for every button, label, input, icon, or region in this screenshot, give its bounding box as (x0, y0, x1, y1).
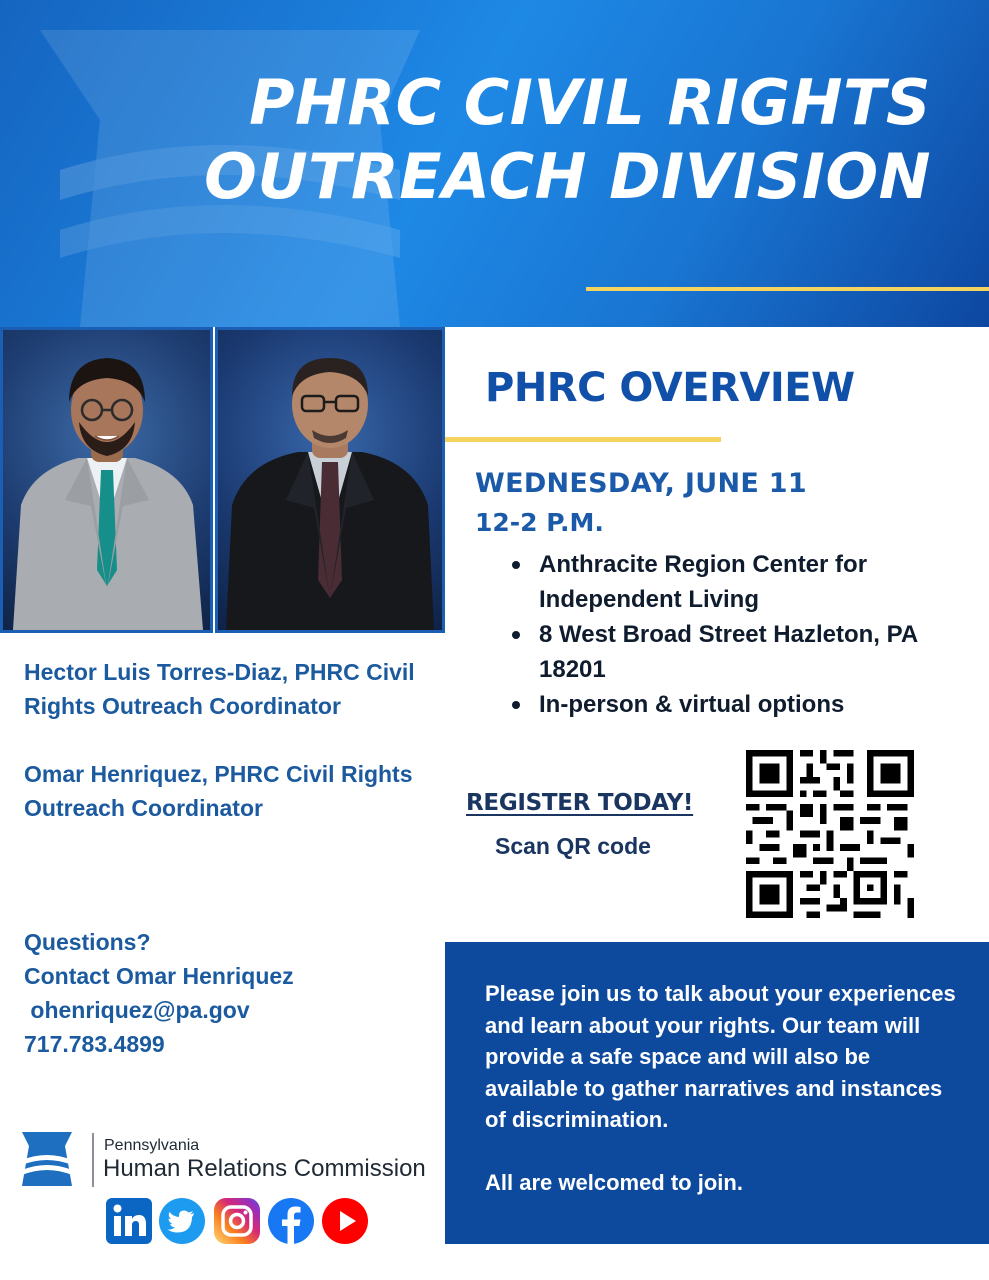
contact-phone-link[interactable]: 717.783.4899 (24, 1031, 165, 1057)
overview-divider (445, 437, 721, 442)
event-detail-venue: Anthracite Region Center for Independent Living (508, 547, 978, 617)
event-details-list (508, 547, 978, 722)
instagram-icon[interactable] (213, 1197, 261, 1245)
scan-qr-label: Scan QR code (495, 833, 651, 859)
linkedin-icon[interactable] (105, 1197, 153, 1245)
twitter-icon[interactable] (158, 1197, 206, 1245)
person-1-illustration (3, 330, 210, 630)
youtube-icon[interactable] (321, 1197, 369, 1245)
person-2-illustration (218, 330, 442, 630)
caption-omar: Omar Henriquez, PHRC Civil Rights Outreach Coordinator (24, 761, 413, 821)
contact-name: Contact Omar Henriquez (24, 963, 294, 989)
event-date: WEDNESDAY, JUNE 11 (475, 468, 807, 499)
header-divider (586, 287, 989, 291)
contact-block (24, 925, 294, 1061)
event-time: 12-2 P.M. (475, 508, 604, 537)
register-link[interactable]: REGISTER TODAY! (466, 790, 694, 816)
overview-heading: PHRC OVERVIEW (485, 365, 855, 411)
header-banner (0, 0, 989, 327)
title-line-2: OUTREACH DIVISION (204, 140, 931, 213)
logo-divider (92, 1133, 94, 1187)
invitation-closing: All are welcomed to join. (485, 1170, 743, 1195)
title-line-1: PHRC CIVIL RIGHTS (249, 66, 931, 139)
facebook-icon[interactable] (267, 1197, 315, 1245)
event-detail-format: In-person & virtual options (508, 687, 978, 722)
portrait-omar (215, 327, 445, 633)
contact-question: Questions? (24, 929, 151, 955)
page-title (151, 66, 931, 214)
logo-state: Pennsylvania (104, 1137, 200, 1154)
caption-hector: Hector Luis Torres-Diaz, PHRC Civil Rights Outreach Coordinator (24, 659, 415, 719)
contact-email-link[interactable]: ohenriquez@pa.gov (24, 997, 250, 1023)
event-detail-address: 8 West Broad Street Hazleton, PA 18201 (508, 617, 978, 687)
portrait-hector (0, 327, 213, 633)
invitation-panel (445, 942, 989, 1244)
logo-name: Human Relations Commission (103, 1155, 426, 1182)
invitation-text: Please join us to talk about your experiences and learn about your rights. Our team will provide a safe space and will also be available to gather narratives and instances of discrimination. (485, 981, 956, 1132)
keystone-logo-icon (18, 1130, 76, 1188)
qr-code[interactable] (746, 750, 914, 918)
